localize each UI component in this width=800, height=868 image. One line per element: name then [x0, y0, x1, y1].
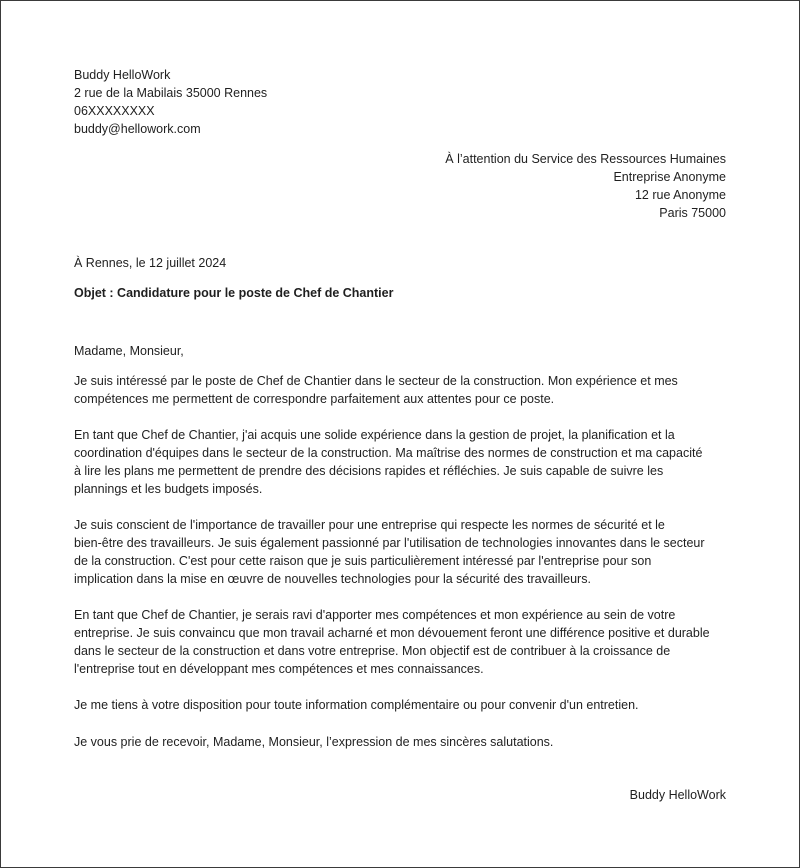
paragraph-line: En tant que Chef de Chantier, j'ai acquis une solide expérience dans la gestion de projet, la planification et la [74, 428, 675, 442]
paragraph-line: Je vous prie de recevoir, Madame, Monsieur, l’expression de mes sincères salutations. [74, 735, 554, 749]
paragraph-line: dans le secteur de la construction et dans votre entreprise. Mon objectif est de contribuer à la croissance de [74, 644, 671, 658]
paragraph-line: Je me tiens à votre disposition pour toute information complémentaire ou pour convenir d'un entretien. [74, 698, 639, 712]
recipient-block [326, 150, 726, 222]
paragraph-line: l'entreprise tout en développant mes compétences et mes connaissances. [74, 662, 484, 676]
date-line: À Rennes, le 12 juillet 2024 [74, 256, 227, 270]
paragraph-contribution [74, 606, 732, 678]
recipient-attention: À l’attention du Service des Ressources Humaines [445, 152, 726, 166]
paragraph-line: coordination d'équipes dans le secteur de la construction. Ma maîtrise des normes de construction et ma capacité [74, 446, 703, 460]
recipient-street: 12 rue Anonyme [634, 188, 726, 202]
paragraph-line: compétences me permettent de correspondre parfaitement aux attentes pour ce poste. [74, 392, 555, 406]
sender-block [74, 66, 474, 138]
recipient-city: Paris 75000 [659, 206, 726, 220]
paragraph-line: entreprise. Je suis convaincu que mon travail acharné et mon dévouement feront une différence positive et durable [74, 626, 710, 640]
paragraph-line: à lire les plans me permettent de prendre des décisions rapides et réfléchies. Je suis capable de suivre les [74, 464, 664, 478]
paragraph-line: plannings et les budgets imposés. [74, 482, 263, 496]
paragraph-line: bien-être des travailleurs. Je suis également passionné par l'utilisation de technologies innovantes dans le secteur [74, 536, 705, 550]
sender-phone: 06XXXXXXXX [74, 104, 155, 118]
paragraph-closing [74, 733, 732, 751]
paragraph-intro [74, 372, 732, 408]
sender-email: buddy@hellowork.com [74, 122, 201, 136]
paragraph-line: Je suis intéressé par le poste de Chef de Chantier dans le secteur de la construction. Mon expérience et mes [74, 374, 678, 388]
paragraph-availability [74, 696, 732, 714]
paragraph-motivation [74, 516, 732, 588]
signature: Buddy HelloWork [629, 788, 726, 802]
sender-address: 2 rue de la Mabilais 35000 Rennes [74, 86, 268, 100]
salutation: Madame, Monsieur, [74, 344, 184, 358]
paragraph-line: En tant que Chef de Chantier, je serais ravi d'apporter mes compétences et mon expérience au sein de votre [74, 608, 676, 622]
recipient-company: Entreprise Anonyme [613, 170, 726, 184]
paragraph-line: Je suis conscient de l'importance de travailler pour une entreprise qui respecte les normes de sécurité et le [74, 518, 665, 532]
subject-line: Objet : Candidature pour le poste de Chef de Chantier [74, 286, 394, 300]
paragraph-experience [74, 426, 732, 498]
sender-name: Buddy HelloWork [74, 68, 171, 82]
paragraph-line: de la construction. C'est pour cette raison que je suis particulièrement intéressé par l'entreprise pour son [74, 554, 652, 568]
paragraph-line: implication dans la mise en œuvre de nouvelles technologies pour la sécurité des travailleurs. [74, 572, 591, 586]
